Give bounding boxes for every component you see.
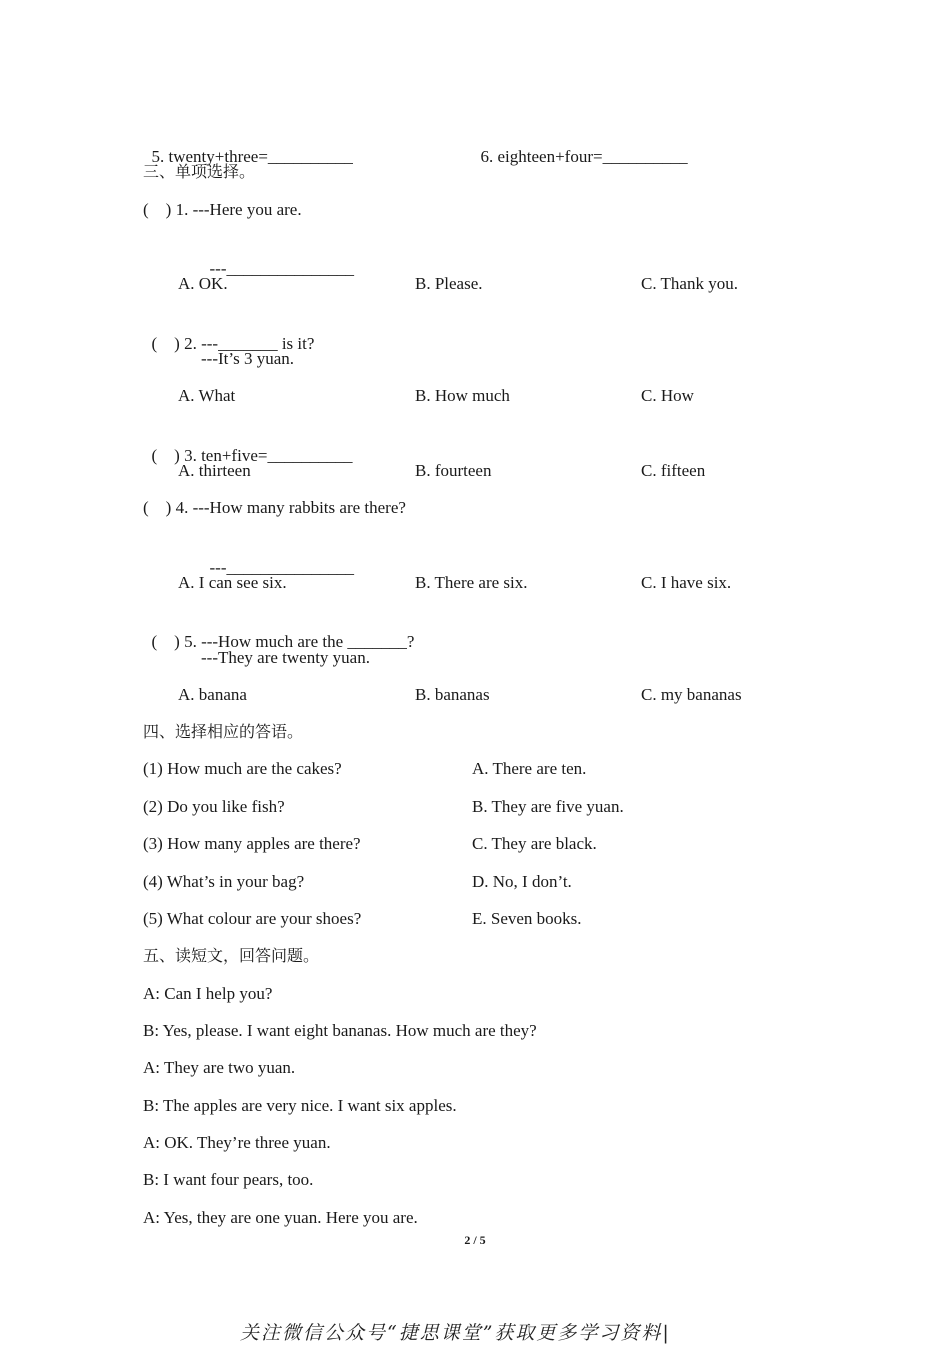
mc-question-1-reply: ---_______________ (209, 259, 354, 278)
mc-question-1: ( ) 1. ---Here you are. (143, 200, 302, 219)
dialogue-line: A: Can I help you? (143, 984, 273, 1003)
option-b: B. How much (415, 386, 510, 405)
page-number: 2 / 5 (464, 1233, 486, 1247)
option-a: A. What (178, 386, 236, 405)
answer-blank: __________ (267, 446, 353, 465)
match-answer: D. No, I don’t. (472, 872, 572, 891)
answer-blank: _______ (347, 632, 407, 651)
dialogue-line: A: They are two yuan. (143, 1058, 296, 1077)
mc-question-2-reply: ---It’s 3 yuan. (201, 349, 295, 368)
dialogue-line: B: I want four pears, too. (143, 1170, 314, 1189)
option-b: B. Please. (415, 274, 483, 293)
option-c: C. Thank you. (641, 274, 738, 293)
match-question: (2) Do you like fish? (143, 797, 285, 816)
watermark-text: 关注微信公众号“捷思课堂”获取更多学习资料| (240, 1322, 671, 1344)
mc-question-4-reply: ---_______________ (209, 558, 354, 577)
mc-question-3: ( ) 3. ten+five=__________ (151, 446, 353, 465)
option-c: C. How (641, 386, 694, 405)
option-a: A. OK. (178, 274, 228, 293)
option-a: A. thirteen (178, 461, 251, 480)
option-b: B. There are six. (415, 573, 528, 592)
match-answer: B. They are five yuan. (472, 797, 624, 816)
option-b: B. bananas (415, 685, 490, 704)
option-b: B. fourteen (415, 461, 492, 480)
option-c: C. I have six. (641, 573, 732, 592)
fill-q6: 6. eighteen+four=__________ (480, 147, 688, 166)
answer-blank: _______________ (226, 259, 354, 278)
match-question: (1) How much are the cakes? (143, 759, 342, 778)
option-c: C. my bananas (641, 685, 742, 704)
match-answer: E. Seven books. (472, 909, 582, 928)
answer-blank: __________ (267, 147, 353, 166)
dialogue-line: B: Yes, please. I want eight bananas. How much are they? (143, 1021, 537, 1040)
mc-question-5: ( ) 5. ---How much are the _______? (151, 632, 415, 651)
dialogue-line: A: OK. They’re three yuan. (143, 1133, 331, 1152)
answer-blank: _______ (218, 334, 278, 353)
fill-q5: 5. twenty+three=__________ (151, 147, 353, 166)
section3-heading: 三、单项选择。 (143, 162, 256, 181)
option-c: C. fifteen (641, 461, 706, 480)
mc-question-2: ( ) 2. ---_______ is it? (151, 334, 315, 353)
match-answer: A. There are ten. (472, 759, 587, 778)
dialogue-line: B: The apples are very nice. I want six apples. (143, 1096, 457, 1115)
mc-question-4: ( ) 4. ---How many rabbits are there? (143, 498, 406, 517)
section5-heading: 五、读短文，回答问题。 (143, 946, 320, 965)
answer-blank: __________ (602, 147, 688, 166)
match-question: (5) What colour are your shoes? (143, 909, 362, 928)
match-answer: C. They are black. (472, 834, 597, 853)
answer-blank: _______________ (226, 558, 354, 577)
mc-question-5-reply: ---They are twenty yuan. (201, 648, 370, 667)
dialogue-line: A: Yes, they are one yuan. Here you are. (143, 1208, 418, 1227)
match-question: (4) What’s in your bag? (143, 872, 305, 891)
option-a: A. banana (178, 685, 247, 704)
section4-heading: 四、选择相应的答语。 (143, 722, 304, 741)
option-a: A. I can see six. (178, 573, 287, 592)
match-question: (3) How many apples are there? (143, 834, 361, 853)
